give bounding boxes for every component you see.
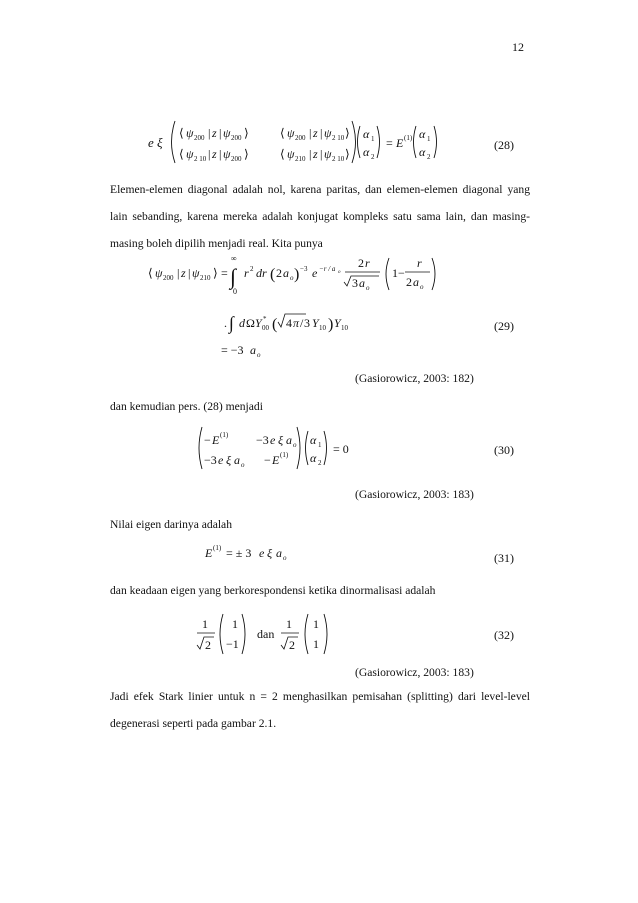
equation-32 <box>196 608 341 660</box>
paragraph-diagonal-elements: Elemen-elemen diagonal adalah nol, karena paritas, dan elemen-elemen diagonal yang lain sebanding, karena mereka adalah konjugat kompleks satu sama lain, dan masing-masing boleh dipilih menjadi real. Kita punya <box>110 183 530 250</box>
equation-number-28: (28) <box>494 138 514 152</box>
svg-text:−1: −1 <box>226 637 239 651</box>
svg-text:π: π <box>293 316 300 330</box>
svg-text:00: 00 <box>262 324 269 332</box>
svg-text:|: | <box>219 147 222 161</box>
equation-number-29: (29) <box>494 319 514 333</box>
svg-text:1: 1 <box>202 617 208 631</box>
svg-text:z: z <box>181 266 186 280</box>
svg-text:a: a <box>234 453 240 467</box>
svg-text:z: z <box>212 147 217 161</box>
svg-text:=: = <box>386 136 393 150</box>
svg-text:E: E <box>396 136 404 150</box>
paragraph-eigenvalues: Nilai eigen darinya adalah <box>110 518 233 531</box>
svg-text:o: o <box>293 441 297 449</box>
svg-text:e: e <box>312 266 318 280</box>
svg-text:1: 1 <box>286 617 292 631</box>
svg-text:|: | <box>208 126 211 140</box>
page-number: 12 <box>512 40 524 54</box>
svg-text:2 10: 2 10 <box>332 134 345 142</box>
svg-text:dr: dr <box>256 266 267 280</box>
svg-text:⟨: ⟨ <box>280 126 285 140</box>
svg-text:ξ: ξ <box>157 135 163 150</box>
svg-text:200: 200 <box>231 134 242 142</box>
svg-text:Y: Y <box>255 316 262 330</box>
svg-text:1: 1 <box>313 617 319 631</box>
svg-text:= 0: = 0 <box>333 442 349 456</box>
svg-text:a: a <box>286 433 292 447</box>
svg-text:2: 2 <box>358 256 364 270</box>
svg-text:210: 210 <box>295 155 306 163</box>
svg-text:1−: 1− <box>392 266 405 280</box>
svg-text:2: 2 <box>289 638 295 652</box>
svg-text:2: 2 <box>406 275 412 289</box>
citation-32: (Gasiorowicz, 2003: 183) <box>355 666 474 679</box>
svg-text:ξ: ξ <box>267 546 273 560</box>
svg-text:ψ: ψ <box>223 126 231 140</box>
svg-text:⟨: ⟨ <box>179 126 184 140</box>
svg-text:*: * <box>263 315 267 323</box>
svg-text:|: | <box>320 147 323 161</box>
svg-text:E: E <box>205 546 213 560</box>
svg-text:Ω: Ω <box>246 316 255 330</box>
svg-text:1: 1 <box>232 617 238 631</box>
svg-text:ψ: ψ <box>186 147 194 161</box>
svg-text:a: a <box>276 546 282 560</box>
svg-text:∫: ∫ <box>229 313 234 333</box>
svg-text:E: E <box>272 453 280 467</box>
svg-text:r: r <box>417 256 422 270</box>
svg-text:3: 3 <box>352 276 358 290</box>
equation-29 <box>148 252 438 362</box>
svg-text:|: | <box>219 126 222 140</box>
svg-text:ψ: ψ <box>287 147 295 161</box>
svg-text:(: ( <box>270 266 276 283</box>
svg-text:ψ: ψ <box>324 147 332 161</box>
svg-text:2 10: 2 10 <box>332 155 345 163</box>
svg-text:= −3: = −3 <box>221 343 244 357</box>
svg-text:1: 1 <box>427 135 431 143</box>
svg-text:α: α <box>310 433 317 447</box>
svg-text:⟩: ⟩ <box>345 126 350 140</box>
svg-text:z: z <box>212 126 217 140</box>
svg-text:r: r <box>365 256 370 270</box>
svg-text:−: − <box>204 433 211 447</box>
svg-text:Y: Y <box>312 316 319 330</box>
svg-text:2: 2 <box>205 638 211 652</box>
svg-text:|: | <box>188 266 191 280</box>
svg-text:a: a <box>250 343 256 357</box>
svg-text:o: o <box>283 554 287 562</box>
svg-text:α: α <box>363 127 370 141</box>
svg-text:α: α <box>310 451 317 465</box>
svg-text:∞: ∞ <box>231 254 237 263</box>
svg-text:200: 200 <box>194 134 205 142</box>
svg-text:200: 200 <box>231 155 242 163</box>
svg-text:1: 1 <box>313 637 319 651</box>
svg-text:2: 2 <box>371 153 375 161</box>
svg-text:/: / <box>300 316 304 330</box>
equation-number-32: (32) <box>494 628 514 642</box>
svg-text:o: o <box>241 461 245 469</box>
citation-29: (Gasiorowicz, 2003: 182) <box>355 372 474 385</box>
svg-text:|: | <box>309 126 312 140</box>
svg-text:e: e <box>270 433 276 447</box>
connector-dan: dan <box>257 627 275 641</box>
svg-text:2 10: 2 10 <box>194 155 207 163</box>
svg-text:∫: ∫ <box>230 264 237 289</box>
svg-text:a: a <box>283 266 289 280</box>
svg-text:α: α <box>419 127 426 141</box>
equation-31 <box>205 540 325 564</box>
svg-text:10: 10 <box>341 324 348 332</box>
svg-text:o: o <box>290 274 294 282</box>
svg-text:(1): (1) <box>213 544 222 552</box>
svg-text:(1): (1) <box>220 431 229 439</box>
svg-text:α: α <box>419 145 426 159</box>
svg-text:|: | <box>208 147 211 161</box>
svg-text:|: | <box>309 147 312 161</box>
svg-text:1: 1 <box>318 441 322 449</box>
svg-text:1: 1 <box>371 135 375 143</box>
svg-text:E: E <box>212 433 220 447</box>
svg-text:= ± 3: = ± 3 <box>226 546 252 560</box>
svg-text:z: z <box>313 147 318 161</box>
svg-text:2: 2 <box>276 266 282 280</box>
svg-text:|: | <box>177 266 180 280</box>
svg-text:ψ: ψ <box>223 147 231 161</box>
svg-text:): ) <box>328 316 334 333</box>
svg-text:0: 0 <box>233 287 237 296</box>
svg-text:.: . <box>224 316 227 330</box>
svg-text:o: o <box>338 270 341 275</box>
svg-text:ξ: ξ <box>278 433 284 447</box>
svg-text:⟨: ⟨ <box>148 266 153 280</box>
svg-text:=: = <box>221 266 228 280</box>
svg-text:⟨: ⟨ <box>179 147 184 161</box>
svg-text:2: 2 <box>318 459 322 467</box>
paragraph-stark-effect: Jadi efek Stark linier untuk n = 2 menghasilkan pemisahan (splitting) dari level-level degenerasi seperti pada gambar 2.1. <box>110 690 530 730</box>
svg-text:): ) <box>294 266 300 283</box>
svg-text:10: 10 <box>319 324 326 332</box>
svg-text:e: e <box>218 453 224 467</box>
svg-text:ψ: ψ <box>155 266 163 280</box>
svg-text:r: r <box>244 266 249 280</box>
svg-text:(1): (1) <box>404 134 413 142</box>
svg-text:210: 210 <box>200 274 211 282</box>
svg-text:−3: −3 <box>204 453 217 467</box>
equation-number-30: (30) <box>494 443 514 457</box>
svg-text:|: | <box>320 126 323 140</box>
svg-text:(: ( <box>272 316 278 333</box>
svg-text:200: 200 <box>295 134 306 142</box>
svg-text:2: 2 <box>250 265 254 273</box>
citation-30: (Gasiorowicz, 2003: 183) <box>355 488 474 501</box>
svg-text:o: o <box>420 283 424 291</box>
svg-text:o: o <box>366 284 370 292</box>
svg-text:⟩: ⟩ <box>244 126 249 140</box>
svg-text:⟨: ⟨ <box>280 147 285 161</box>
paragraph-eigenstates: dan keadaan eigen yang berkorespondensi ketika dinormalisasi adalah <box>110 584 436 597</box>
equation-30 <box>196 424 366 474</box>
svg-text:z: z <box>313 126 318 140</box>
svg-text:(1): (1) <box>280 451 289 459</box>
svg-text:o: o <box>257 351 261 359</box>
svg-text:e: e <box>259 546 265 560</box>
equation-28 <box>148 118 448 168</box>
svg-text:a: a <box>413 275 419 289</box>
svg-text:ξ: ξ <box>226 453 232 467</box>
svg-text:d: d <box>239 316 245 330</box>
svg-text:3: 3 <box>304 316 310 330</box>
svg-text:4: 4 <box>286 316 292 330</box>
svg-text:e: e <box>148 135 154 150</box>
svg-text:ψ: ψ <box>324 126 332 140</box>
svg-text:ψ: ψ <box>192 266 200 280</box>
svg-text:ψ: ψ <box>287 126 295 140</box>
svg-text:ψ: ψ <box>186 126 194 140</box>
svg-text:a: a <box>359 276 365 290</box>
paragraph-then-eq28: dan kemudian pers. (28) menjadi <box>110 400 263 413</box>
equation-number-31: (31) <box>494 551 514 565</box>
svg-text:200: 200 <box>163 274 174 282</box>
svg-text:2: 2 <box>427 153 431 161</box>
svg-text:⟩: ⟩ <box>345 147 350 161</box>
svg-text:α: α <box>363 145 370 159</box>
svg-text:⟩: ⟩ <box>244 147 249 161</box>
svg-text:−3: −3 <box>300 265 308 273</box>
svg-text:−: − <box>264 453 271 467</box>
svg-text:−r / a: −r / a <box>319 265 336 273</box>
svg-text:Y: Y <box>334 316 341 330</box>
svg-text:⟩: ⟩ <box>213 266 218 280</box>
svg-text:−3: −3 <box>256 433 269 447</box>
